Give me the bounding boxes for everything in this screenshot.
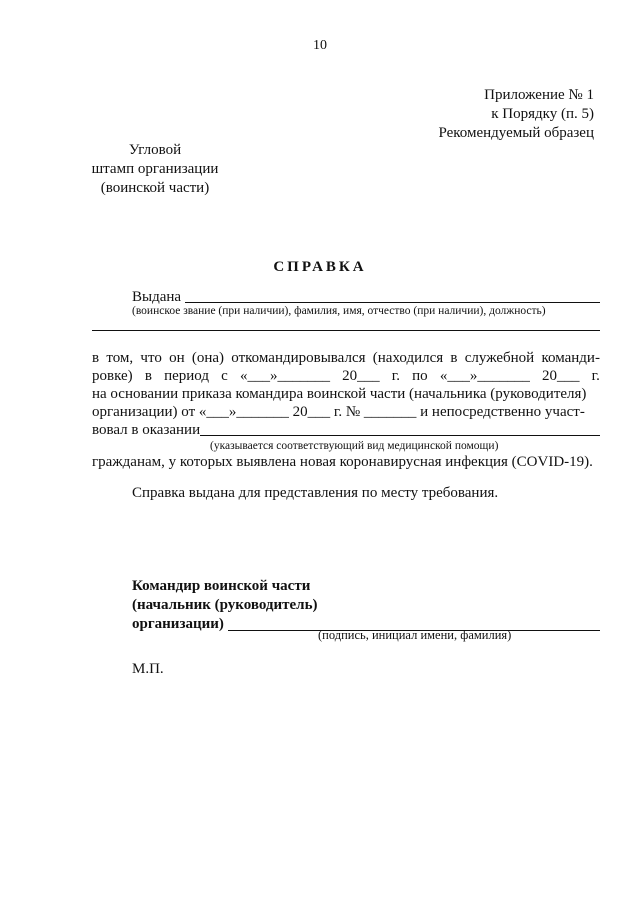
issued-to-second-blank-line xyxy=(92,330,600,331)
stamp-line-2: штамп организации xyxy=(91,161,219,177)
body-line-2-period: ровке) в период с «___»_______ 20___ г. по «___»_______ 20___ г. xyxy=(92,368,600,384)
signatory-title-line-1: Командир воинской части xyxy=(132,578,311,594)
certificate-body xyxy=(92,349,600,471)
issued-label: Выдана xyxy=(132,289,182,305)
appendix-sample-note: Рекомендуемый образец xyxy=(438,125,594,141)
assistance-caption: (указывается соответствующий вид медицинской помощи) xyxy=(210,440,499,452)
signature-caption: (подпись, инициал имени, фамилия) xyxy=(318,628,512,642)
signatory-title-line-2: (начальник (руководитель) xyxy=(132,597,318,613)
page-number: 10 xyxy=(313,38,327,53)
body-line-6: гражданам, у которых выявлена новая коронавирусная инфекция (COVID-19). xyxy=(92,454,593,470)
certificate-purpose: Справка выдана для представления по месту требования. xyxy=(132,485,499,501)
stamp-line-3: (воинской части) xyxy=(100,180,210,196)
signatory-title-line-3: организации) xyxy=(132,616,224,632)
body-line-3: на основании приказа командира воинской части (начальника (руководителя) xyxy=(92,386,587,402)
issued-to-row xyxy=(132,288,600,306)
appendix-reference: к Порядку (п. 5) xyxy=(491,106,594,122)
body-line-4: организации) от «___»_______ 20___ г. № _______ и непосредственно участ- xyxy=(92,404,585,420)
assistance-label: вовал в оказании xyxy=(92,422,201,438)
appendix-block xyxy=(438,86,594,143)
body-line-5-assistance xyxy=(92,421,600,439)
signature-block xyxy=(132,577,600,634)
issued-to-caption: (воинское звание (при наличии), фамилия, имя, отчество (при наличии), должность) xyxy=(132,305,546,317)
body-line-1: в том, что он (она) откомандировывался (находился в служебной команди- xyxy=(92,350,600,366)
seal-placeholder: М.П. xyxy=(132,661,164,677)
appendix-number: Приложение № 1 xyxy=(484,87,594,103)
corner-stamp-placeholder xyxy=(90,141,220,198)
assistance-blank-line xyxy=(200,421,600,436)
issued-to-blank-line xyxy=(185,288,600,303)
stamp-line-1: Угловой xyxy=(128,142,182,158)
document-title: СПРАВКА xyxy=(273,259,367,275)
